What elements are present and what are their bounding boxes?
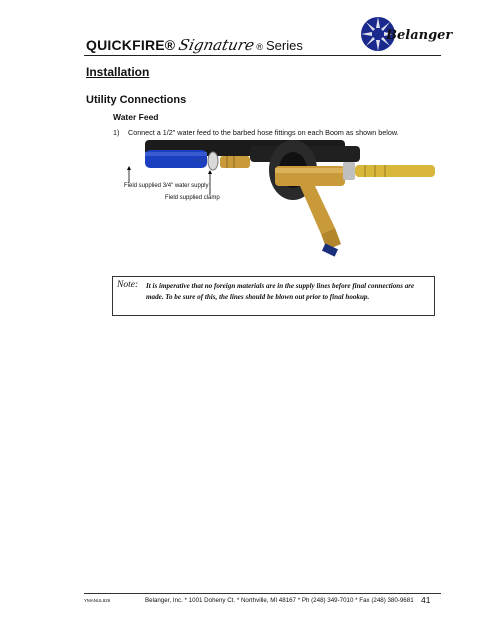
signature-wordmark: Signature bbox=[177, 36, 257, 54]
instruction-step bbox=[113, 128, 399, 137]
brand-name: QUICKFIRE® bbox=[86, 37, 176, 53]
registered-mark: ® bbox=[256, 42, 263, 52]
hose-clamp bbox=[208, 152, 218, 170]
water-supply-label: Field supplied 3/4" water supply bbox=[124, 183, 209, 189]
belanger-logo bbox=[358, 13, 453, 55]
step-number: 1) bbox=[113, 128, 120, 137]
angled-brass-valve bbox=[300, 186, 335, 234]
document-header-title bbox=[86, 36, 303, 54]
series-label: Series bbox=[265, 38, 303, 53]
logo-wordmark: Belanger bbox=[386, 28, 453, 43]
header-divider bbox=[84, 55, 441, 56]
note-text: It is imperative that no foreign materials are in the supply lines before final connections are made. To be sure of this, the lines should be blown out prior to final hookup. bbox=[146, 282, 415, 301]
page-number: 41 bbox=[421, 595, 431, 605]
barbed-fitting bbox=[220, 156, 250, 168]
section-title: Installation bbox=[86, 65, 150, 79]
subsection-title: Utility Connections bbox=[86, 94, 187, 106]
note-box bbox=[112, 276, 435, 316]
footer-divider bbox=[84, 593, 441, 594]
water-feed-heading: Water Feed bbox=[113, 112, 159, 122]
document-code: YMANUL926 bbox=[84, 598, 111, 603]
water-feed-illustration bbox=[135, 138, 440, 268]
yellow-gas-line bbox=[355, 165, 435, 177]
clamp-label: Field supplied clamp bbox=[165, 195, 220, 201]
note-label: Note: bbox=[117, 280, 139, 290]
step-text: Connect a 1/2" water feed to the barbed hose fittings on each Boom as shown below. bbox=[128, 128, 399, 137]
company-address: Belanger, Inc. * 1001 Doheny Ct. * Northville, MI 48167 * Ph (248) 349-7010 * Fax (248) 380-9681 bbox=[145, 597, 414, 604]
